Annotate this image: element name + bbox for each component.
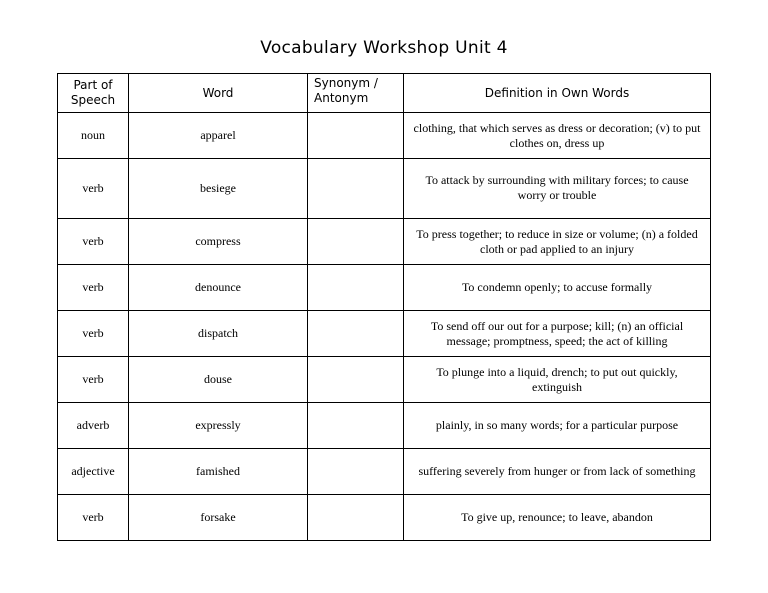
table-row xyxy=(58,159,711,219)
cell-synonym xyxy=(308,265,404,311)
header-definition: Definition in Own Words xyxy=(404,74,711,113)
cell-definition: To give up, renounce; to leave, abandon xyxy=(404,495,711,541)
cell-part-of-speech: verb xyxy=(58,159,129,219)
cell-synonym xyxy=(308,113,404,159)
cell-part-of-speech: verb xyxy=(58,311,129,357)
cell-synonym xyxy=(308,495,404,541)
cell-part-of-speech: verb xyxy=(58,265,129,311)
cell-word: compress xyxy=(129,219,308,265)
cell-part-of-speech: verb xyxy=(58,357,129,403)
cell-word: besiege xyxy=(129,159,308,219)
table-row xyxy=(58,357,711,403)
vocabulary-table xyxy=(57,73,711,541)
cell-word: apparel xyxy=(129,113,308,159)
table-row xyxy=(58,219,711,265)
cell-part-of-speech: noun xyxy=(58,113,129,159)
header-synonym-antonym: Synonym / Antonym xyxy=(308,74,404,113)
cell-definition: To condemn openly; to accuse formally xyxy=(404,265,711,311)
cell-synonym xyxy=(308,311,404,357)
table-row xyxy=(58,311,711,357)
table-row xyxy=(58,265,711,311)
cell-part-of-speech: adverb xyxy=(58,403,129,449)
cell-word: famished xyxy=(129,449,308,495)
cell-part-of-speech: verb xyxy=(58,495,129,541)
table-row xyxy=(58,495,711,541)
cell-definition: plainly, in so many words; for a particular purpose xyxy=(404,403,711,449)
cell-synonym xyxy=(308,159,404,219)
header-part-of-speech: Part of Speech xyxy=(58,74,129,113)
cell-synonym xyxy=(308,403,404,449)
table-header-row xyxy=(58,74,711,113)
cell-part-of-speech: adjective xyxy=(58,449,129,495)
cell-word: douse xyxy=(129,357,308,403)
table-row xyxy=(58,449,711,495)
cell-synonym xyxy=(308,357,404,403)
cell-definition: suffering severely from hunger or from lack of something xyxy=(404,449,711,495)
cell-part-of-speech: verb xyxy=(58,219,129,265)
cell-definition: clothing, that which serves as dress or decoration; (v) to put clothes on, dress up xyxy=(404,113,711,159)
page-title: Vocabulary Workshop Unit 4 xyxy=(260,38,508,58)
cell-definition: To attack by surrounding with military forces; to cause worry or trouble xyxy=(404,159,711,219)
cell-definition: To plunge into a liquid, drench; to put out quickly, extinguish xyxy=(404,357,711,403)
cell-definition: To press together; to reduce in size or volume; (n) a folded cloth or pad applied to an injury xyxy=(404,219,711,265)
cell-word: expressly xyxy=(129,403,308,449)
cell-definition: To send off our out for a purpose; kill; (n) an official message; promptness, speed; the act of killing xyxy=(404,311,711,357)
cell-synonym xyxy=(308,449,404,495)
cell-synonym xyxy=(308,219,404,265)
cell-word: denounce xyxy=(129,265,308,311)
cell-word: forsake xyxy=(129,495,308,541)
header-word: Word xyxy=(129,74,308,113)
cell-word: dispatch xyxy=(129,311,308,357)
table-row xyxy=(58,113,711,159)
table-row xyxy=(58,403,711,449)
